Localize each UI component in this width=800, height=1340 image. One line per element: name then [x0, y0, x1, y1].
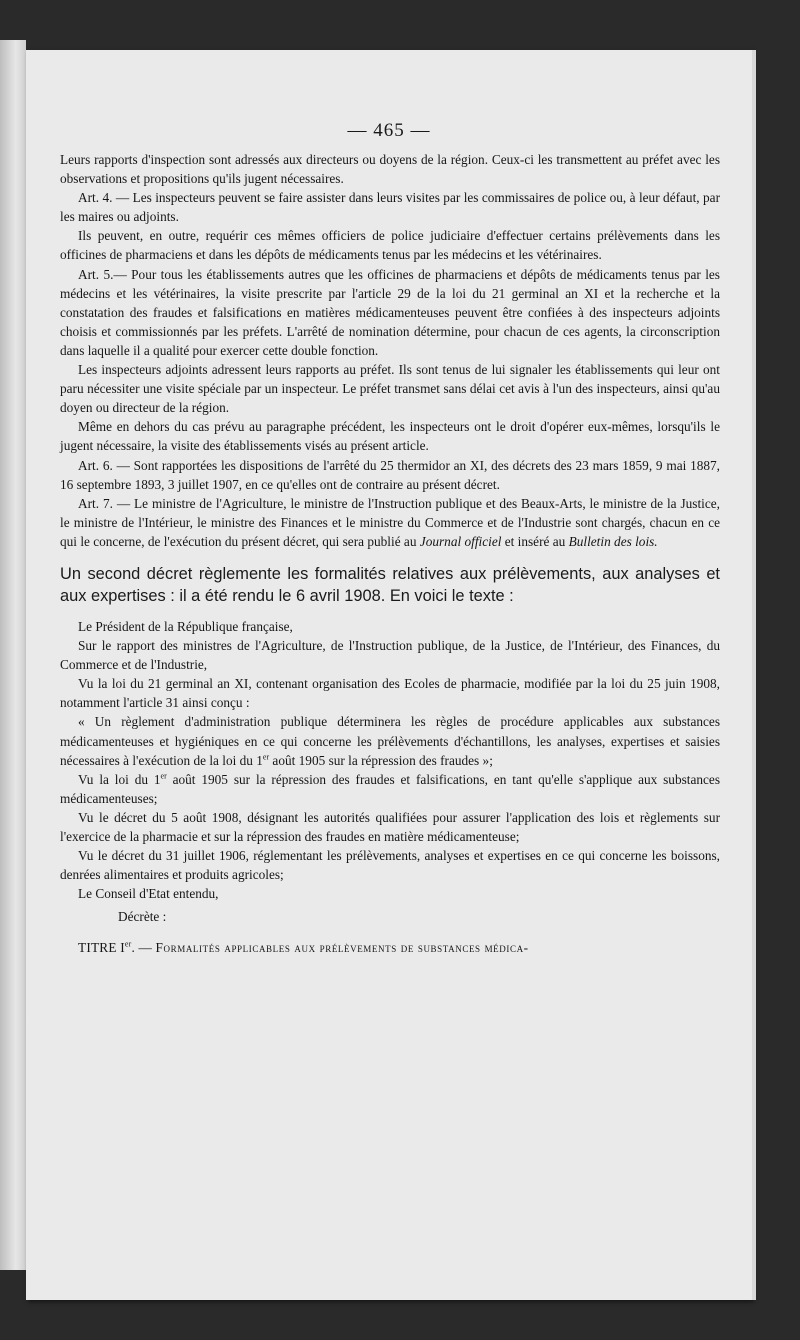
paragraph: Ils peuvent, en outre, requérir ces mêmes officiers de police judiciaire d'effectuer certains prélèvements dans les officines de pharmaciens et dans les dépôts de médicaments tenus par les médecins et les vétérinaires. [60, 228, 720, 263]
vu-text-end: août 1905 sur la répression des fraudes et falsifications, en tant qu'elle s'applique aux substances médicamenteuses; [60, 771, 720, 806]
superscript: er [262, 752, 270, 762]
paragraph: Les inspecteurs adjoints adressent leurs rapports au préfet. Ils sont tenus de lui signaler les établissements qui leur ont paru nécessiter une visite spéciale par un inspecteur. Le préfet transmet sans délai cet avis à l'un des inspecteurs, ainsi qu'au doyen ou directeur de la région. [60, 362, 720, 416]
journal-officiel-title: Journal officiel [419, 533, 502, 549]
paragraph: Le Conseil d'Etat entendu, [78, 886, 219, 902]
vu-text: Vu la loi du 1 [78, 771, 161, 787]
titre-separator: . — [131, 940, 156, 956]
titre-heading [60, 938, 720, 957]
paragraph: Vu le décret du 31 juillet 1906, réglementant les prélèvements, analyses et expertises en ce qui concerne les boissons, denrées alimentaires et produits agricoles; [60, 848, 720, 883]
superscript: er [160, 771, 167, 781]
announcement [60, 563, 720, 607]
paragraph-art4: Art. 4. — Les inspecteurs peuvent se faire assister dans leurs visites par les commissaires de police ou, à leur défaut, par les maires ou adjoints. [60, 190, 720, 225]
document-page [26, 50, 752, 1300]
paragraph-quote [60, 712, 720, 769]
titre-label: TITRE I [78, 940, 125, 956]
paragraph: Vu le décret du 5 août 1908, désignant les autorités qualifiées pour assurer l'application des lois et règlements sur l'exercice de la pharmacie et sur la répression des fraudes en matière médicamenteuse; [60, 809, 720, 844]
quote-text-end: août 1905 sur la répression des fraudes »; [269, 752, 493, 768]
paragraph-president: Le Président de la République française, [78, 618, 293, 634]
paragraph: Même en dehors du cas prévu au paragraphe précédent, les inspecteurs ont le droit d'opérer eux-mêmes, lorsqu'ils le jugent nécessaire, la visite des établissements visés au présent article. [60, 419, 720, 454]
paragraph-art6: Art. 6. — Sont rapportées les dispositions de l'arrêté du 25 thermidor an XI, des décrets des 23 mars 1859, 9 mai 1887, 16 septembre 1893, 3 juillet 1907, en ce qu'elles ont de contraire au présent décret. [60, 457, 720, 492]
titre-text: Formalités applicables aux prélèvements de substances médica- [155, 940, 529, 956]
page-number: — 465 — [347, 120, 431, 141]
bulletin-des-lois-title: Bulletin des lois. [568, 533, 658, 549]
paragraph-art5: Art. 5.— Pour tous les établissements autres que les officines de pharmaciens et dépôts de médicaments tenus par les médecins et les vétérinaires, la visite prescrite par l'article 29 de la loi du 21 germinal an XI et la recherche et la constatation des fraudes et falsifications en matières médicamenteuses peuvent être confiées à des inspecteurs adjoints choisis et commissionnés par les préfets. L'arrêté de nomination détermine, pour chacun de ces agents, la circonscription dans laquelle il a qualité pour exercer cette double fonction. [60, 266, 720, 358]
superscript: er [124, 940, 132, 950]
art7-text-mid: et inséré au [501, 533, 569, 549]
page-edge [752, 50, 756, 1300]
paragraph-art7 [60, 494, 720, 551]
paragraph: Vu la loi du 21 germinal an XI, contenant organisation des Ecoles de pharmacie, modifiée par la loi du 25 juin 1908, notamment l'article 31 ainsi conçu : [60, 676, 720, 711]
art7-text: Art. 7. — Le ministre de l'Agriculture, le ministre de l'Instruction publique et des Beaux-Arts, le ministre de la Justice, le ministre de l'Intérieur, le ministre des Finances et le ministre du Commerce et de l'Industrie sont chargés, chacun en ce qui le concerne, de l'exécution du présent décret, qui sera publié au [60, 495, 720, 549]
paragraph: Leurs rapports d'inspection sont adressés aux directeurs ou doyens de la région. Ceux-ci les transmettent au préfet avec les observations et propositions qu'ils jugent nécessaires. [60, 152, 720, 187]
paragraph: Sur le rapport des ministres de l'Agriculture, de l'Instruction publique, de la Justice, de l'Intérieur, des Finances, du Commerce et de l'Industrie, [60, 638, 720, 673]
decrete-line: Décrète : [118, 909, 167, 925]
previous-page-edge [0, 40, 26, 1270]
quote-text: « Un règlement d'administration publique déterminera les règles de procédure applicables aux substances médicamenteuses et hygiéniques en ce qui concerne les prélèvements d'échantillons, les analyses, expertises et saisies nécessaires à l'exécution de la loi du 1 [60, 714, 720, 768]
body-text [60, 150, 720, 958]
announcement-text: Un second décret règlemente les formalités relatives aux prélèvements, aux analyses et aux expertises : il a été rendu le 6 avril 1908. En voici le texte : [60, 564, 720, 605]
paragraph-vu-loi-1905 [60, 770, 720, 808]
